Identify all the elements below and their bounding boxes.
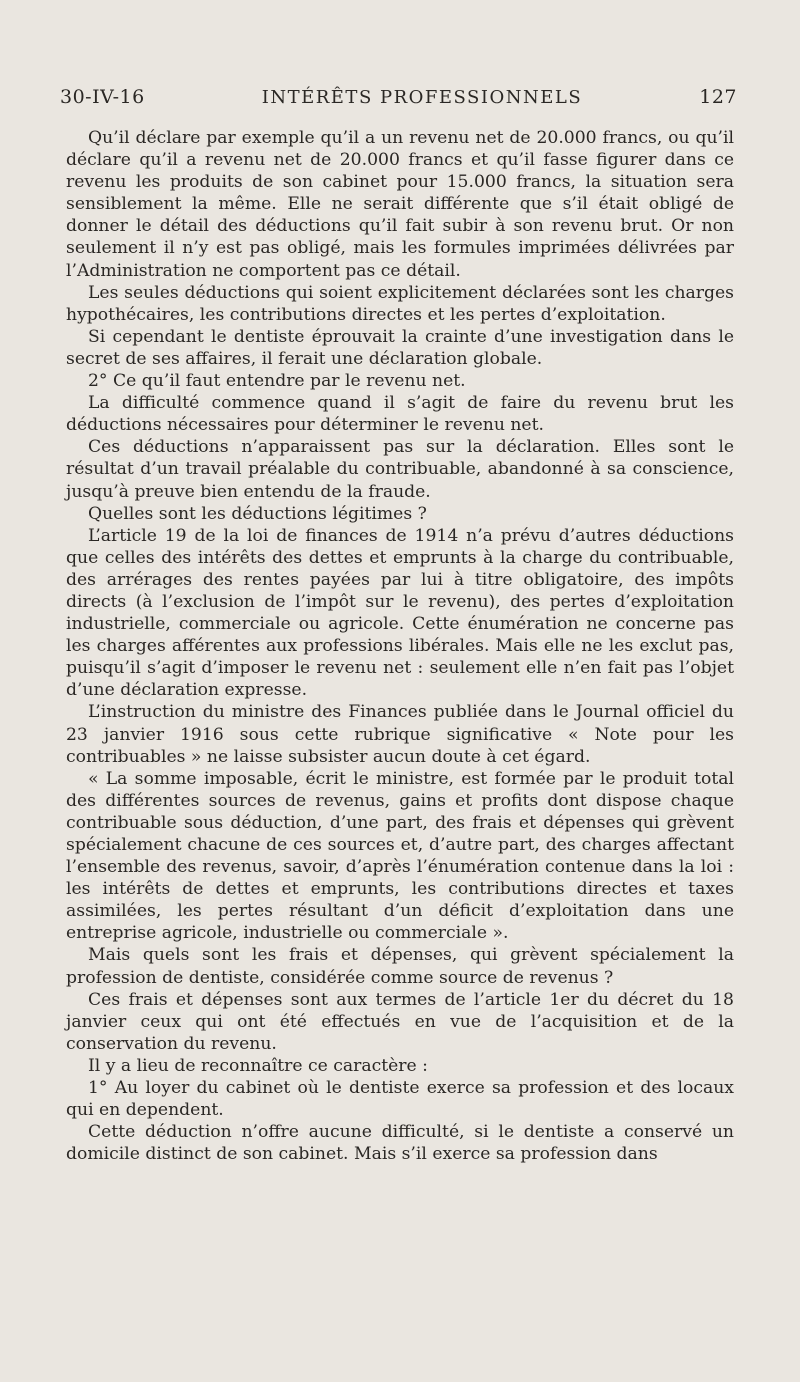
section-heading: 2° Ce qu’il faut entendre par le revenu net. xyxy=(88,371,466,392)
paragraph: 1° Au loyer du cabinet où le dentiste exerce sa profession et des locaux qui en dependent. xyxy=(66,1078,734,1121)
paragraph: Les seules déductions qui soient explicitement déclarées sont les charges hypothécaires, les contributions directes et les pertes d’exploitation. xyxy=(66,282,734,325)
body-text xyxy=(66,127,734,1165)
header-date: 30-IV-16 xyxy=(60,86,145,108)
paragraph: Mais quels sont les frais et dépenses, qui grèvent spécialement la profession de dentiste, considérée comme source de revenus ? xyxy=(66,945,734,988)
paragraph: Cette déduction n’offre aucune difficulté, si le dentiste a conservé un domicile distinct de son cabinet. Mais s’il exerce sa profession dans xyxy=(66,1122,734,1165)
paragraph: La difficulté commence quand il s’agit de faire du revenu brut les déductions nécessaires pour déterminer le revenu net. xyxy=(66,393,734,436)
paragraph: Si cependant le dentiste éprouvait la crainte d’une investigation dans le secret de ses affaires, il ferait une déclaration globale. xyxy=(66,326,734,369)
quotation: « La somme imposable, écrit le ministre, est formée par le produit total des différentes sources de revenus, gains et profits dont dispose chaque contribuable sous déduction, d’une part, des frais et dépenses qui grèvent spécialement chacune de ces sources et, d’autre part, des charges affectant l’ensemble des revenus, savoir, d’après l’énumération contenue dans la loi : les intérêts de dettes et emprunts, les contributions directes et taxes assimilées, les pertes résultant d’un déficit d’exploitation dans une entreprise agricole, industrielle ou commerciale ». xyxy=(66,768,734,944)
paragraph: Qu’il déclare par exemple qu’il a un revenu net de 20.000 francs, ou qu’il déclare qu’il a revenu net de 20.000 francs et qu’il fasse figurer dans ce revenu les produits de son cabinet pour 15.000 francs, la situation sera sensiblement la même. Elle ne serait différente que s’il était obligé de donner le détail des déductions qu’il fait subir à son revenu brut. Or non seulement il n’y est pas obligé, mais les formules imprimées délivrées par l’Administration ne comportent pas ce détail. xyxy=(66,128,734,281)
paragraph: Ces déductions n’apparaissent pas sur la déclaration. Elles sont le résultat d’un travail préalable du contribuable, abandonné à sa conscience, jusqu’à preuve bien entendu de la fraude. xyxy=(66,437,734,502)
running-header xyxy=(60,86,737,108)
header-title: INTÉRÊTS PROFESSIONNELS xyxy=(261,87,583,108)
page-number: 127 xyxy=(699,86,737,108)
paragraph: Quelles sont les déductions légitimes ? xyxy=(88,503,427,524)
paragraph: L’article 19 de la loi de finances de 1914 n’a prévu d’autres déductions que celles des intérêts des dettes et emprunts à la charge du contribuable, des arrérages des rentes payées par lui à titre obligatoire, des impôts directs (à l’exclusion de l’impôt sur le revenu), des pertes d’exploitation industrielle, commerciale ou agricole. Cette énumération ne concerne pas les charges afférentes aux professions libérales. Mais elle ne les exclut pas, puisqu’il s’agit d’imposer le revenu net : seulement elle n’en fait pas l’objet d’une déclaration expresse. xyxy=(66,525,734,701)
paragraph: L’instruction du ministre des Finances publiée dans le Journal officiel du 23 janvier 1916 sous cette rubrique significative « Note pour les contribuables » ne laisse subsister aucun doute à cet égard. xyxy=(66,702,734,767)
paragraph: Il y a lieu de reconnaître ce caractère : xyxy=(88,1055,428,1076)
paragraph: Ces frais et dépenses sont aux termes de l’article 1er du décret du 18 janvier ceux qui ont été effectués en vue de l’acquisition et de la conservation du revenu. xyxy=(66,989,734,1054)
